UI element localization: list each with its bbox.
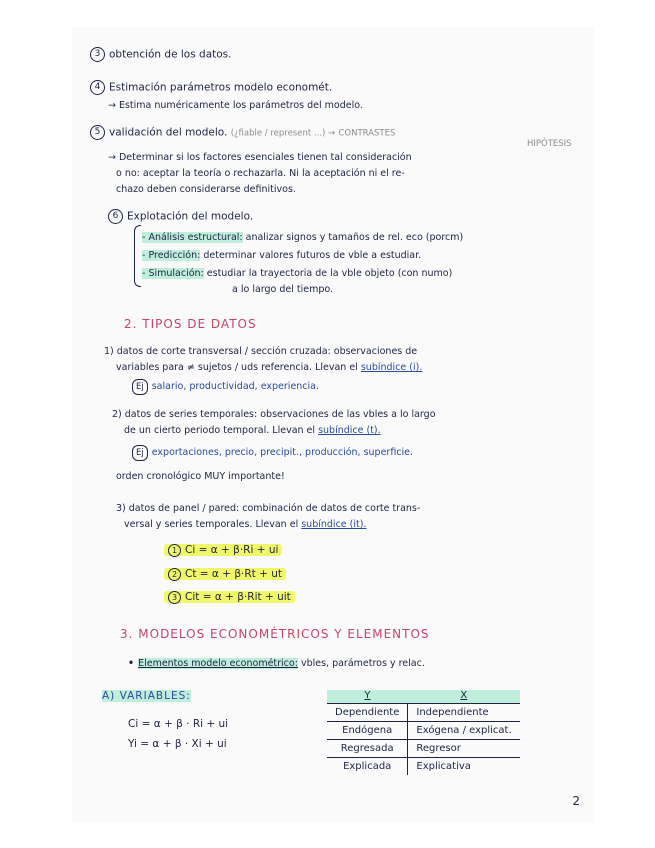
step-4 — [90, 80, 332, 95]
step-6-c-cont: a lo largo del tiempo. — [232, 284, 334, 295]
step-number: 5 — [90, 125, 105, 140]
section-3-title: 3. MODELOS ECONOMÉTRICOS Y ELEMENTOS — [120, 627, 430, 641]
cell-y: Explicada — [327, 758, 408, 776]
table-header — [327, 690, 520, 704]
elements-list: vbles, parámetros y relac. — [297, 658, 425, 669]
example-badge: Ej — [132, 445, 148, 461]
step-number: 4 — [90, 80, 105, 95]
example-badge: Ej — [132, 379, 148, 395]
data-type-2-a: 2) datos de series temporales: observaciones de las vbles a lo largo — [112, 409, 436, 420]
equation-3 — [164, 590, 295, 604]
cell-x: Regresor — [408, 740, 520, 758]
text: versal y series temporales. Llevan el — [124, 519, 302, 530]
term: - Predicción: — [142, 250, 201, 261]
data-type-1-example — [132, 379, 319, 395]
contrastes-label: CONTRASTES — [338, 128, 396, 139]
step-6-b — [142, 249, 421, 263]
equation-number: 1 — [168, 544, 181, 557]
section-2-title: 2. TIPOS DE DATOS — [124, 317, 257, 331]
cell-y: Endógena — [327, 722, 408, 740]
definition: estudiar la trayectoria de la vble objeto (con numo) — [203, 268, 453, 279]
step-number: 3 — [90, 47, 105, 62]
step-text: Estimación parámetros modelo economét. — [109, 81, 333, 94]
equation-text: Ct = α + β·Rt + ut — [185, 568, 283, 580]
table-row — [327, 740, 520, 758]
data-type-3-a: 3) datos de panel / pared: combinación de datos de corte trans- — [116, 503, 421, 514]
step-number: 6 — [108, 209, 123, 224]
subindex: subíndice (it). — [301, 519, 367, 530]
term: - Análisis estructural: — [142, 232, 243, 243]
step-text: validación del modelo. — [109, 126, 228, 139]
text: variables para ≠ sujetos / uds referencia. Llevan el — [116, 362, 361, 373]
step-5-detail-2: o no: aceptar la teoría o rechazarla. Ni la aceptación ni el re- — [116, 168, 405, 179]
step-5-paren: (¿fiable / represent ...) → — [230, 128, 336, 139]
equation-2 — [164, 567, 286, 581]
step-6-a — [142, 231, 463, 245]
equation-number: 2 — [168, 568, 181, 581]
step-5-detail-1: → Determinar si los factores esenciales tienen tal consideración — [108, 152, 412, 163]
example-text: salario, productividad, experiencia. — [151, 381, 320, 392]
data-type-1-b — [116, 361, 422, 375]
table-row — [327, 758, 520, 776]
equation-text: Ci = α + β·Ri + ui — [185, 544, 279, 556]
variables-title-text: A) VARIABLES: — [102, 690, 191, 702]
elements-label: Elementos modelo econométrico: — [138, 658, 298, 669]
cell-y: Regresada — [327, 740, 408, 758]
subindex: subíndice (t). — [318, 425, 381, 436]
variables-eq-1: Ci = α + β · Ri + ui — [128, 718, 229, 730]
step-4-detail: → Estima numéricamente los parámetros del modelo. — [108, 100, 363, 111]
step-6 — [108, 209, 253, 224]
step-text: Explotación del modelo. — [127, 210, 254, 223]
equation-number: 3 — [168, 591, 181, 604]
example-text: exportaciones, precio, precipit., producción, superficie. — [151, 447, 414, 458]
table-row — [327, 722, 520, 740]
column-x: X — [408, 690, 520, 704]
notes-page — [72, 27, 594, 822]
data-type-2-note: orden cronológico MUY importante! — [116, 471, 285, 482]
step-6-c — [142, 267, 452, 281]
step-text: obtención de los datos. — [109, 48, 232, 61]
column-y: Y — [327, 690, 408, 704]
data-type-1-a: 1) datos de corte transversal / sección cruzada: observaciones de — [104, 346, 418, 357]
cell-x: Independiente — [408, 704, 520, 722]
elements-line: • Elementos modelo econométrico: vbles, parámetros y relac. — [128, 658, 425, 669]
text: de un cierto periodo temporal. Llevan el — [124, 425, 319, 436]
brace — [134, 225, 141, 287]
data-type-3-b — [124, 518, 366, 532]
page-number: 2 — [572, 794, 580, 808]
step-5 — [90, 125, 395, 141]
data-type-2-b — [124, 424, 381, 438]
term: - Simulación: — [142, 268, 204, 279]
variables-table — [327, 690, 520, 775]
definition: analizar signos y tamaños de rel. eco (porcm) — [242, 232, 464, 243]
equation-1 — [164, 543, 282, 557]
hipotesis-label: HIPÓTESIS — [527, 139, 572, 149]
equation-text: Cit = α + β·Rit + uit — [185, 591, 291, 603]
subindex: subíndice (i). — [360, 362, 423, 373]
table-row — [327, 704, 520, 722]
cell-y: Dependiente — [327, 704, 408, 722]
cell-x: Explicativa — [408, 758, 520, 776]
step-3 — [90, 47, 232, 62]
data-type-2-example — [132, 445, 413, 461]
variables-eq-2: Yi = α + β · Xi + ui — [128, 738, 227, 750]
step-5-detail-3: chazo deben considerarse definitivos. — [116, 184, 296, 195]
variables-title — [102, 689, 191, 703]
cell-x: Exógena / explicat. — [408, 722, 520, 740]
definition: determinar valores futuros de vble a estudiar. — [200, 250, 422, 261]
